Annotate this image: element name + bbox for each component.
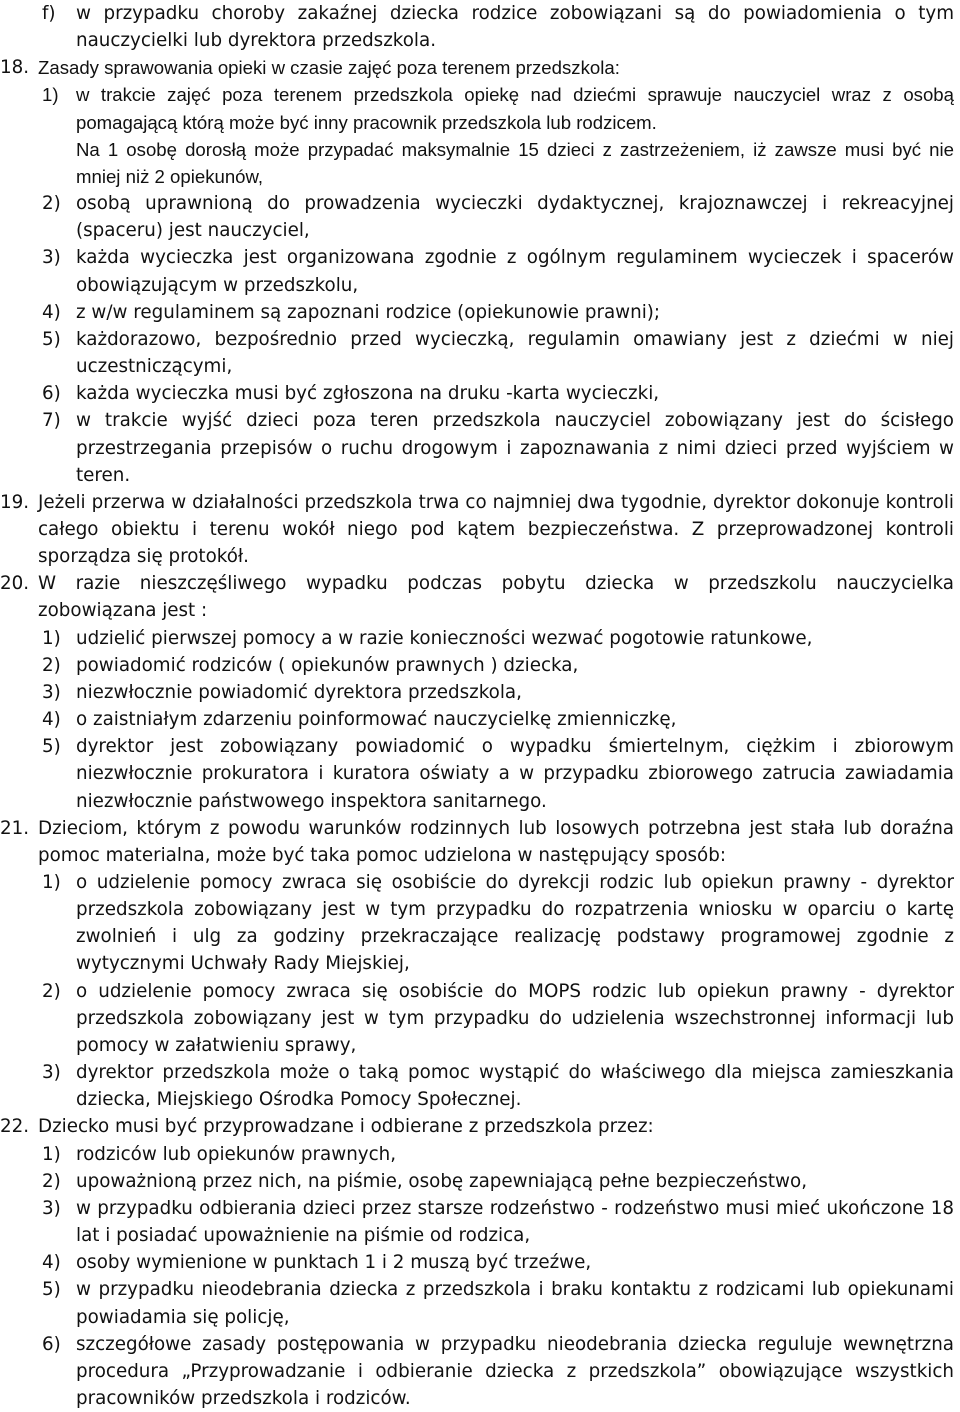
list-item xyxy=(42,244,954,298)
list-item-f xyxy=(42,0,954,54)
item-number: 2) xyxy=(42,654,61,676)
list-item xyxy=(42,706,954,733)
list-item xyxy=(42,81,954,190)
item-text: udzielić pierwszej pomocy a w razie konieczności wezwać pogotowie ratunkowe, xyxy=(76,627,813,649)
item-number: 4) xyxy=(42,301,61,323)
item-text: każda wycieczka jest organizowana zgodnie z ogólnym regulaminem wycieczek i spacerów obowiązującym w przedszkolu, xyxy=(76,247,954,296)
item-text: powiadomić rodziców ( opiekunów prawnych ) dziecka, xyxy=(76,654,579,676)
list-item xyxy=(42,733,954,814)
item-text: o udzielenie pomocy zwraca się osobiście do dyrekcji rodzic lub opiekun prawny - dyrektor przedszkola zobowiązany jest w tym przypadku do rozpatrzenia wniosku w oparciu o kartę zwolnień i ulg za godziny przekraczające realizację podstawy programowej zgodnie z wytycznymi Uchwały Rady Miejskiej, xyxy=(76,872,954,975)
item-text: rodziców lub opiekunów prawnych, xyxy=(76,1143,397,1165)
item-text: w trakcie wyjść dzieci poza teren przedszkola nauczyciel zobowiązany jest do ścisłego przestrzegania przepisów o ruchu drogowym i zapoznawania z nimi dzieci przed wyjściem w teren. xyxy=(76,410,954,486)
item-number: 3) xyxy=(42,681,61,703)
item-text-part2: Na 1 osobę dorosłą może przypadać maksymalnie 15 dzieci z zastrzeżeniem, iż zawsze musi być nie mniej niż 2 opiekunów, xyxy=(76,138,954,187)
list-item xyxy=(42,869,954,978)
section-21 xyxy=(0,815,954,869)
item-number: 1) xyxy=(42,84,59,106)
item-text: dyrektor jest zobowiązany powiadomić o wypadku śmiertelnym, ciężkim i zbiorowym niezwłocznie prokuratora i kuratora oświaty a w przypadku zbiorowego zatrucia zawiadamia niezwłocznie państwowego inspektora sanitarnego. xyxy=(76,736,954,812)
item-number: 7) xyxy=(42,410,61,432)
section-text: Jeżeli przerwa w działalności przedszkola trwa co najmniej dwa tygodnie, dyrektor dokonuje kontroli całego obiektu i terenu wokół niego pod kątem bezpieczeństwa. Z przeprowadzonej kontroli sporządza się protokół. xyxy=(38,491,954,568)
item-number: 4) xyxy=(42,1252,61,1274)
list-item xyxy=(42,1331,954,1412)
item-number: f) xyxy=(42,3,56,24)
item-text: niezwłocznie powiadomić dyrektora przedszkola, xyxy=(76,681,522,703)
item-text xyxy=(76,81,954,190)
item-text: każda wycieczka musi być zgłoszona na druku -karta wycieczki, xyxy=(76,383,660,405)
list-item xyxy=(42,1141,954,1168)
item-number: 2) xyxy=(42,980,61,1002)
list-item xyxy=(42,1276,954,1330)
section-title: W razie nieszczęśliwego wypadku podczas pobytu dziecka w przedszkolu nauczycielka zobowiązana jest : xyxy=(38,573,954,622)
section-22 xyxy=(0,1113,954,1140)
item-text: w przypadku nieodebrania dziecka z przedszkola i braku kontaktu z rodzicami lub opiekunami powiadamia się policję, xyxy=(76,1279,954,1328)
list-item xyxy=(42,380,954,407)
item-number: 5) xyxy=(42,736,61,758)
item-text: w przypadku odbierania dzieci przez starsze rodzeństwo - rodzeństwo musi mieć ukończone 18 lat i posiadać upoważnienie na piśmie od rodzica, xyxy=(76,1197,954,1247)
item-number: 3) xyxy=(42,1062,61,1084)
list-item xyxy=(42,1168,954,1195)
item-text: osoby wymienione w punktach 1 i 2 muszą być trzeźwe, xyxy=(76,1252,592,1274)
item-number: 5) xyxy=(42,328,61,350)
list-item xyxy=(42,299,954,326)
item-number: 6) xyxy=(42,1333,61,1355)
item-number: 5) xyxy=(42,1279,61,1301)
section-number: 21. xyxy=(0,817,30,839)
item-text: szczegółowe zasady postępowania w przypadku nieodebrania dziecka reguluje wewnętrzna procedura „Przyprowadzanie i odbieranie dziecka z przedszkola” obowiązujące wszystkich pracowników przedszkola i rodziców. xyxy=(76,1333,954,1409)
section-20 xyxy=(0,570,954,624)
item-text: każdorazowo, bezpośrednio przed wycieczką, regulamin omawiany jest z dziećmi w niej uczestniczącymi, xyxy=(76,328,954,378)
list-item xyxy=(42,326,954,380)
item-text: o udzielenie pomocy zwraca się osobiście do MOPS rodzic lub opiekun prawny - dyrektor przedszkola zobowiązany jest w tym przypadku do udzielenia wszechstronnej informacji lub pomocy w załatwieniu sprawy, xyxy=(76,980,954,1056)
section-number: 20. xyxy=(0,573,30,595)
list-item xyxy=(42,407,954,488)
section-number: 18. xyxy=(0,57,30,79)
item-text: osobą uprawnioną do prowadzenia wycieczki dydaktycznej, krajoznawczej i rekreacyjnej (spaceru) jest nauczyciel, xyxy=(76,193,954,242)
list-item xyxy=(42,190,954,244)
item-number: 6) xyxy=(42,383,61,405)
item-number: 2) xyxy=(42,1170,61,1192)
list-item xyxy=(42,1249,954,1276)
item-text: z w/w regulaminem są zapoznani rodzice (opiekunowie prawni); xyxy=(76,301,661,323)
list-item xyxy=(42,625,954,652)
section-19 xyxy=(0,489,954,570)
section-title: Dziecko musi być przyprowadzane i odbierane z przedszkola przez: xyxy=(38,1116,654,1138)
item-text: upoważnioną przez nich, na piśmie, osobę zapewniającą pełne bezpieczeństwo, xyxy=(76,1170,808,1192)
item-text: dyrektor przedszkola może o taką pomoc wystąpić do właściwego dla miejsca zamieszkania dziecka, Miejskiego Ośrodka Pomocy Społecznej. xyxy=(76,1062,954,1111)
item-number: 2) xyxy=(42,193,61,215)
list-item xyxy=(42,978,954,1059)
list-item xyxy=(42,652,954,679)
item-text-part1: w trakcie zajęć poza terenem przedszkola opiekę nad dziećmi sprawuje nauczyciel wraz z osobą pomagającą którą może być inny pracownik przedszkola lub rodzicem. xyxy=(76,84,954,133)
section-title: Zasady sprawowania opieki w czasie zajęć poza terenem przedszkola: xyxy=(38,57,620,79)
list-item xyxy=(42,1059,954,1113)
item-number: 3) xyxy=(42,1197,61,1219)
item-number: 3) xyxy=(42,247,61,269)
section-number: 22. xyxy=(0,1116,30,1138)
list-item xyxy=(42,679,954,706)
item-number: 4) xyxy=(42,709,61,731)
section-number: 19. xyxy=(0,491,30,513)
list-item xyxy=(42,1195,954,1249)
item-text: w przypadku choroby zakaźnej dziecka rodzice zobowiązani są do powiadomienia o tym nauczycielki lub dyrektora przedszkola. xyxy=(76,3,954,52)
section-title: Dzieciom, którym z powodu warunków rodzinnych lub losowych potrzebna jest stała lub doraźna pomoc materialna, może być taka pomoc udzielona w następujący sposób: xyxy=(38,817,954,866)
item-number: 1) xyxy=(42,627,61,649)
item-number: 1) xyxy=(42,1143,61,1165)
item-number: 1) xyxy=(42,872,61,893)
item-text: o zaistniałym zdarzeniu poinformować nauczycielkę zmienniczkę, xyxy=(76,709,677,731)
section-18 xyxy=(0,54,954,81)
